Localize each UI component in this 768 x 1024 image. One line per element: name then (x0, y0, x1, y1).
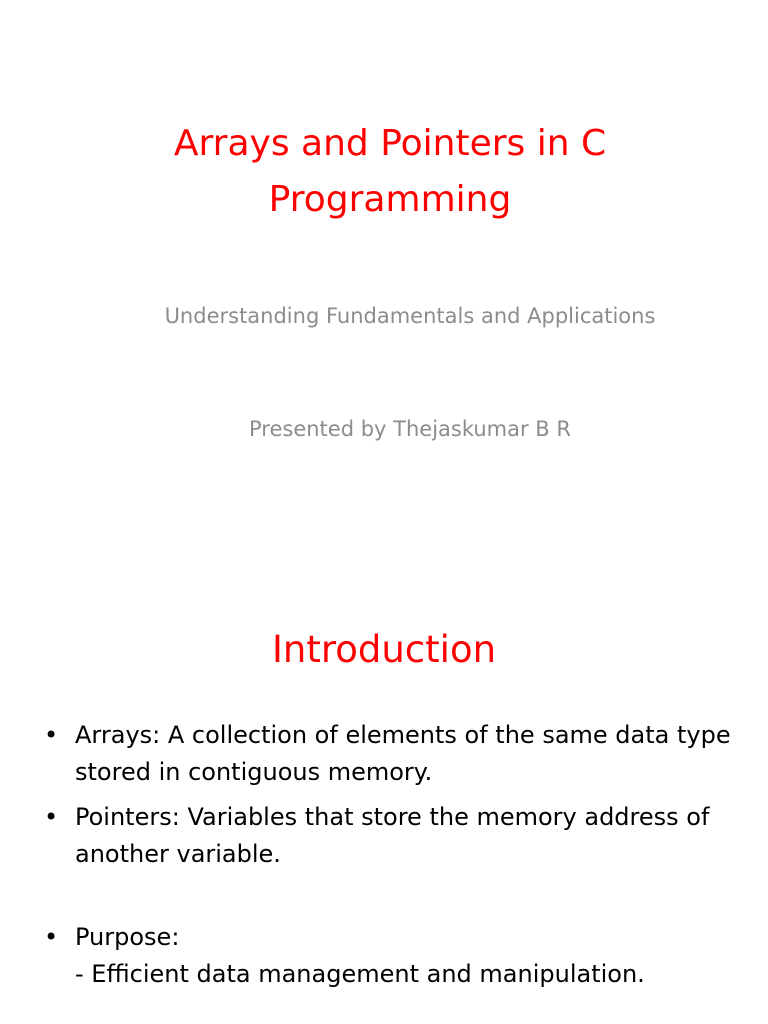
bullet-dot-icon: • (44, 721, 59, 749)
slide-subtitle: Understanding Fundamentals and Applications (164, 304, 656, 328)
introduction-heading: Introduction (271, 628, 497, 671)
bullet-text: Pointers: Variables that store the memory address of another variable. (75, 803, 710, 868)
slide-title (40, 116, 740, 228)
bullet-item-arrays (40, 717, 740, 791)
bullet-dot-icon: • (44, 803, 59, 831)
presenter-line: Presented by Thejaskumar B R (249, 417, 571, 441)
bullet-subtext: - Efficient data management and manipulation. (75, 960, 645, 988)
bullet-text: Purpose: (75, 923, 180, 951)
bullet-dot-icon: • (44, 923, 59, 951)
bullet-item-pointers (40, 799, 740, 873)
slide-title-line-1: Arrays and Pointers in C (173, 123, 607, 164)
bullet-text: Arrays: A collection of elements of the same data type stored in contiguous memory. (75, 721, 731, 786)
bullet-item-purpose (40, 919, 740, 993)
slide-title-line-2: Programming (268, 179, 512, 220)
bullet-list (40, 717, 740, 1001)
